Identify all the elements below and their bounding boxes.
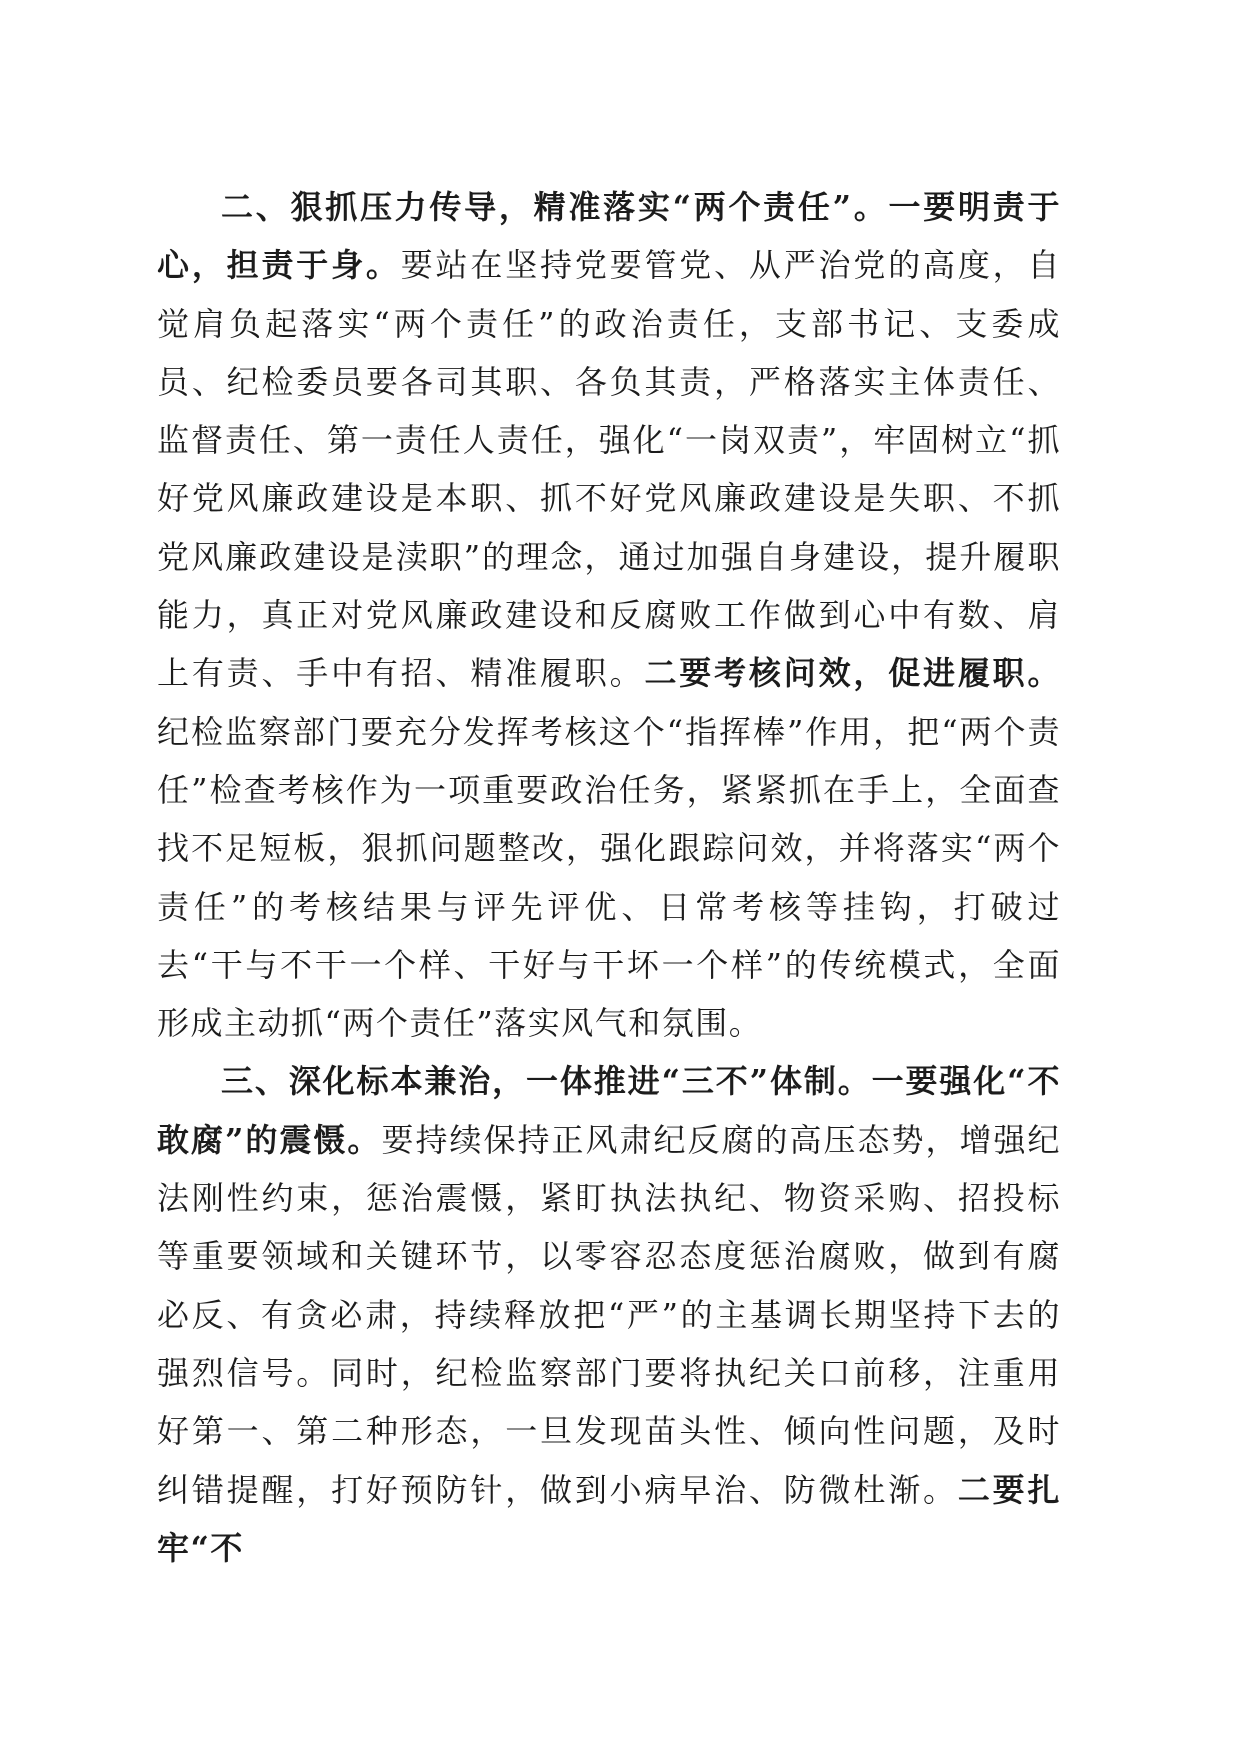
section-three-point-two-title: 二要扎牢“不 <box>157 1470 1061 1567</box>
section-two-point-two-title: 二要考核问效，促进履职。 <box>644 654 1061 693</box>
paragraph-section-two <box>157 178 1061 1052</box>
section-two-point-two-body: 纪检监察部门要充分发挥考核这个“指挥棒”作用，把“两个责任”检查考核作为一项重要政治任务，紧紧抓在手上，全面查找不足短板，狠抓问题整改，强化跟踪问效，并将落实“两个责任”的考核结果与评先评优、日常考核等挂钩，打破过去“干与不干一个样、干好与干坏一个样”的传统模式，全面形成主动抓“两个责任”落实风气和氛围。 <box>157 712 1061 1043</box>
section-two-point-one-body: 要站在坚持党要管党、从严治党的高度，自觉肩负起落实“两个责任”的政治责任，支部书记、支委成员、纪检委员要各司其职、各负其责，严格落实主体责任、监督责任、第一责任人责任，强化“一岗双责”，牢固树立“抓好党风廉政建设是本职、抓不好党风廉政建设是失职、不抓党风廉政建设是渎职”的理念，通过加强自身建设，提升履职能力，真正对党风廉政建设和反腐败工作做到心中有数、肩上有责、手中有招、精准履职。 <box>157 246 1061 693</box>
paragraph-section-three <box>157 1052 1061 1577</box>
section-three-heading: 三、深化标本兼治，一体推进“三不”体制。 <box>221 1062 872 1101</box>
section-two-heading: 二、狠抓压力传导，精准落实“两个责任”。 <box>221 188 889 226</box>
section-three-point-one-body: 要持续保持正风肃纪反腐的高压态势，增强纪法刚性约束，惩治震慑，紧盯执法执纪、物资采购、招投标等重要领域和关键环节，以零容忍态度惩治腐败，做到有腐必反、有贪必肃，持续释放把“严”的主基调长期坚持下去的强烈信号。同时，纪检监察部门要将执纪关口前移，注重用好第一、第二种形态，一旦发现苗头性、倾向性问题，及时纠错提醒，打好预防针，做到小病早治、防微杜渐。 <box>157 1120 1061 1509</box>
section-two-point-one-title: 一要明责于心，担责于身。 <box>157 188 1061 285</box>
document-body <box>157 178 1061 1577</box>
section-three-point-one-title: 一要强化“不敢腐”的震慑。 <box>157 1062 1061 1159</box>
